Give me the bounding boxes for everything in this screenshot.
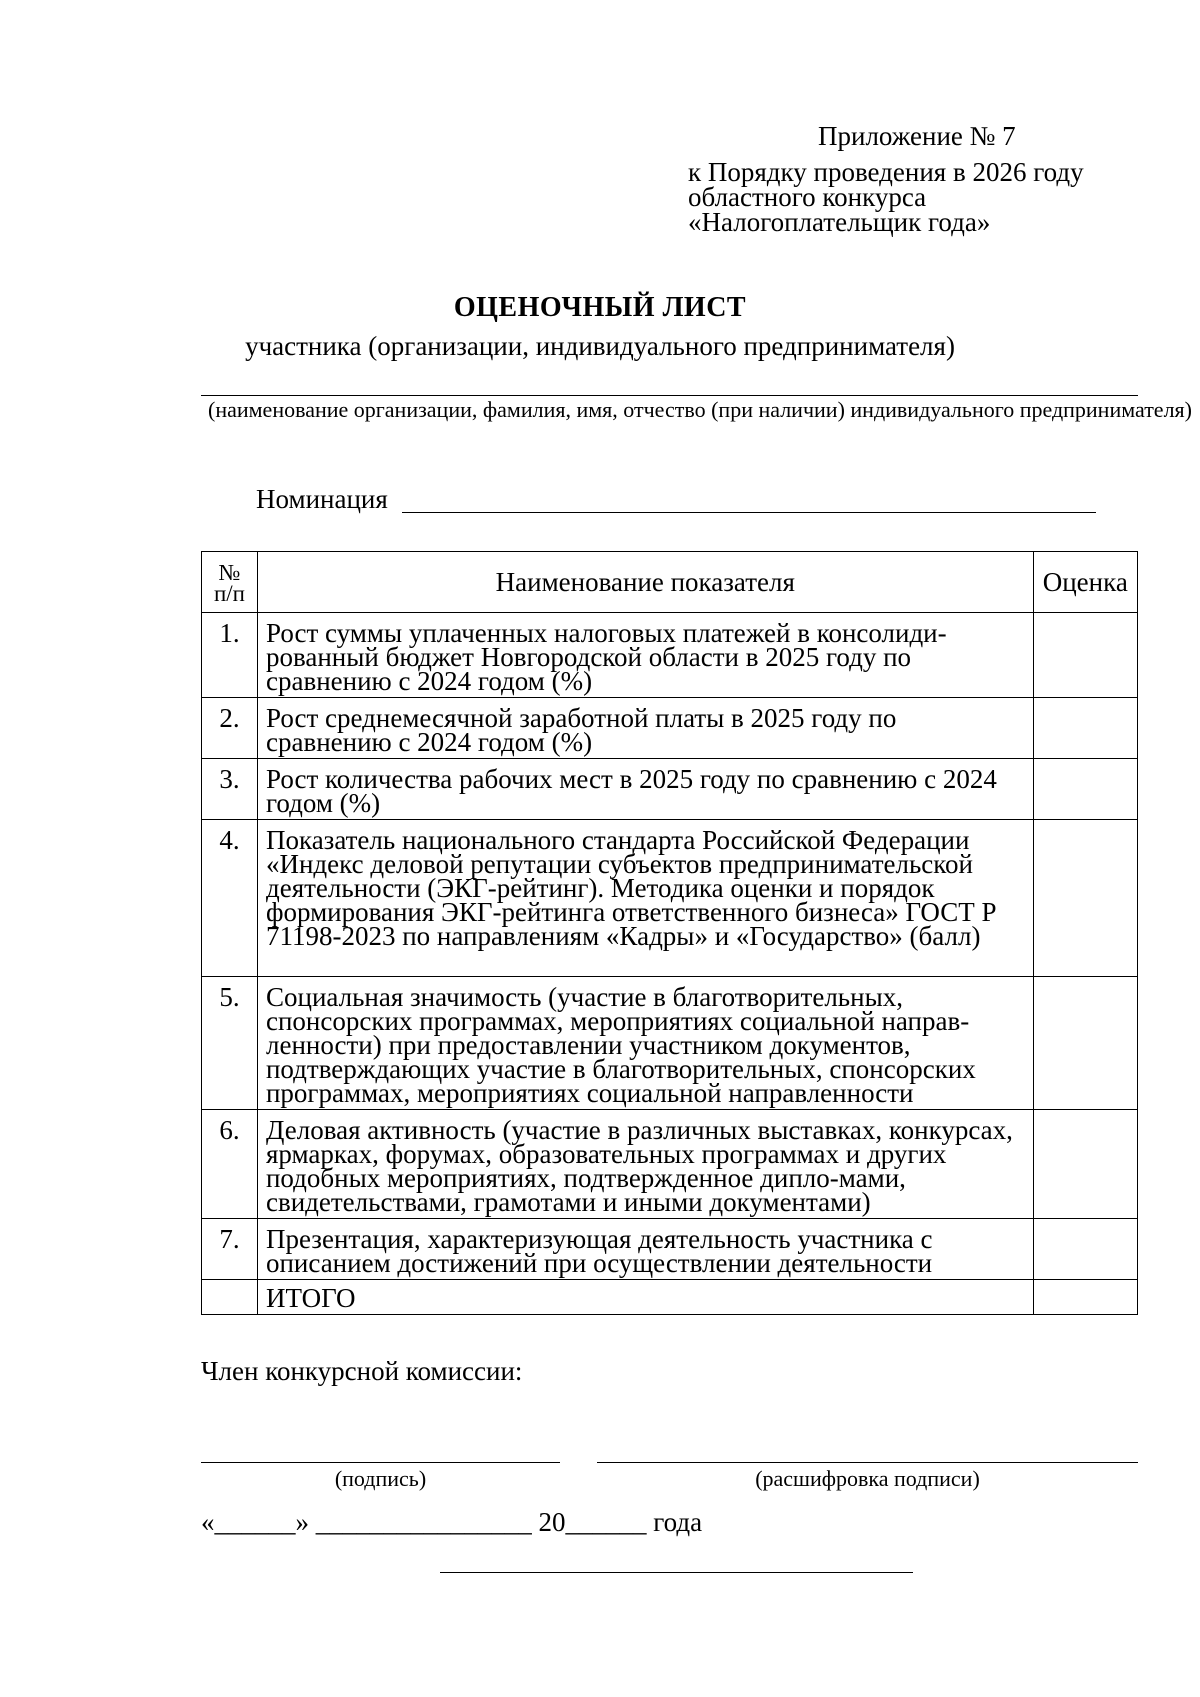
bottom-line <box>440 1572 913 1573</box>
row-num: 7. <box>202 1219 258 1280</box>
row-score-cell[interactable] <box>1033 759 1137 820</box>
table-row <box>202 613 1138 698</box>
signature-caption: (подпись) <box>334 1466 427 1491</box>
header-num <box>202 552 258 613</box>
row-num: 1. <box>202 613 258 698</box>
table-row <box>202 977 1138 1110</box>
header-name: Наименование показателя <box>257 552 1033 613</box>
row-num: 5. <box>202 977 258 1110</box>
row-score-cell[interactable] <box>1033 1280 1137 1315</box>
row-text: Презентация, характеризующая деятельность участника с описанием достижений при осуществлении деятельности <box>257 1219 1033 1280</box>
row-num <box>202 1280 258 1315</box>
row-num: 3. <box>202 759 258 820</box>
appendix-text: к Порядку проведения в 2026 году областного конкурса «Налогоплательщик года» <box>688 157 1084 237</box>
row-score-cell[interactable] <box>1033 613 1137 698</box>
date-line: «______» ________________ 20______ года <box>201 1507 703 1537</box>
row-text: Социальная значимость (участие в благотворительных, спонсорских программах, мероприятиях социальной направ-ленности) при предоставлении участником документов, подтверждающих участие в благотворительных, спонсорских программах, мероприятиях социальной направленности <box>257 977 1033 1110</box>
row-total-label: ИТОГО <box>257 1280 1033 1315</box>
header-num-symbol: № <box>218 560 241 585</box>
table-header-row <box>202 552 1138 613</box>
row-score-cell[interactable] <box>1033 1219 1137 1280</box>
signature-decode-line <box>597 1462 1138 1463</box>
row-score-cell[interactable] <box>1033 1110 1137 1219</box>
row-score-cell[interactable] <box>1033 977 1137 1110</box>
table-row <box>202 1110 1138 1219</box>
row-text: Рост среднемесячной заработной платы в 2025 году по сравнению с 2024 годом (%) <box>257 698 1033 759</box>
appendix-title: Приложение № 7 <box>818 121 1016 151</box>
row-num: 4. <box>202 820 258 977</box>
document-title: ОЦЕНОЧНЫЙ ЛИСТ <box>453 292 747 323</box>
table-row <box>202 820 1138 977</box>
row-score-cell[interactable] <box>1033 698 1137 759</box>
table-total-row <box>202 1280 1138 1315</box>
commission-member-label: Член конкурсной комиссии: <box>201 1356 523 1386</box>
row-num: 2. <box>202 698 258 759</box>
nomination-label: Номинация <box>256 484 388 514</box>
row-text: Показатель национального стандарта Российской Федерации «Индекс деловой репутации субъектов предпринимательской деятельности (ЭКГ-рейтинг). Методика оценки и порядок формирования ЭКГ-рейтинга ответственного бизнеса» ГОСТ Р 71198-2023 по направлениям «Кадры» и «Государство» (балл) <box>257 820 1033 977</box>
signature-decode-caption: (расшифровка подписи) <box>755 1466 980 1491</box>
table-row <box>202 698 1138 759</box>
signature-line <box>201 1462 560 1463</box>
row-text: Деловая активность (участие в различных выставках, конкурсах, ярмарках, форумах, образовательных программах и других подобных мероприятиях, подтвержденное дипло-мами, свидетельствами, грамотами и иными документами) <box>257 1110 1033 1219</box>
row-num: 6. <box>202 1110 258 1219</box>
table-row <box>202 759 1138 820</box>
header-num-pp: п/п <box>213 581 245 606</box>
table-row <box>202 1219 1138 1280</box>
nomination-line <box>402 512 1096 513</box>
participant-name-caption: (наименование организации, фамилия, имя, отчество (при наличии) индивидуального предпринимателя) <box>208 397 1192 422</box>
participant-name-line <box>201 395 1138 396</box>
row-score-cell[interactable] <box>1033 820 1137 977</box>
row-text: Рост количества рабочих мест в 2025 году по сравнению с 2024 годом (%) <box>257 759 1033 820</box>
document-subtitle: участника (организации, индивидуального предпринимателя) <box>245 331 955 361</box>
row-text: Рост суммы уплаченных налоговых платежей в консолиди-рованный бюджет Новгородской области в 2025 году по сравнению с 2024 годом (%) <box>257 613 1033 698</box>
score-table <box>201 551 1138 1315</box>
header-score: Оценка <box>1033 552 1137 613</box>
